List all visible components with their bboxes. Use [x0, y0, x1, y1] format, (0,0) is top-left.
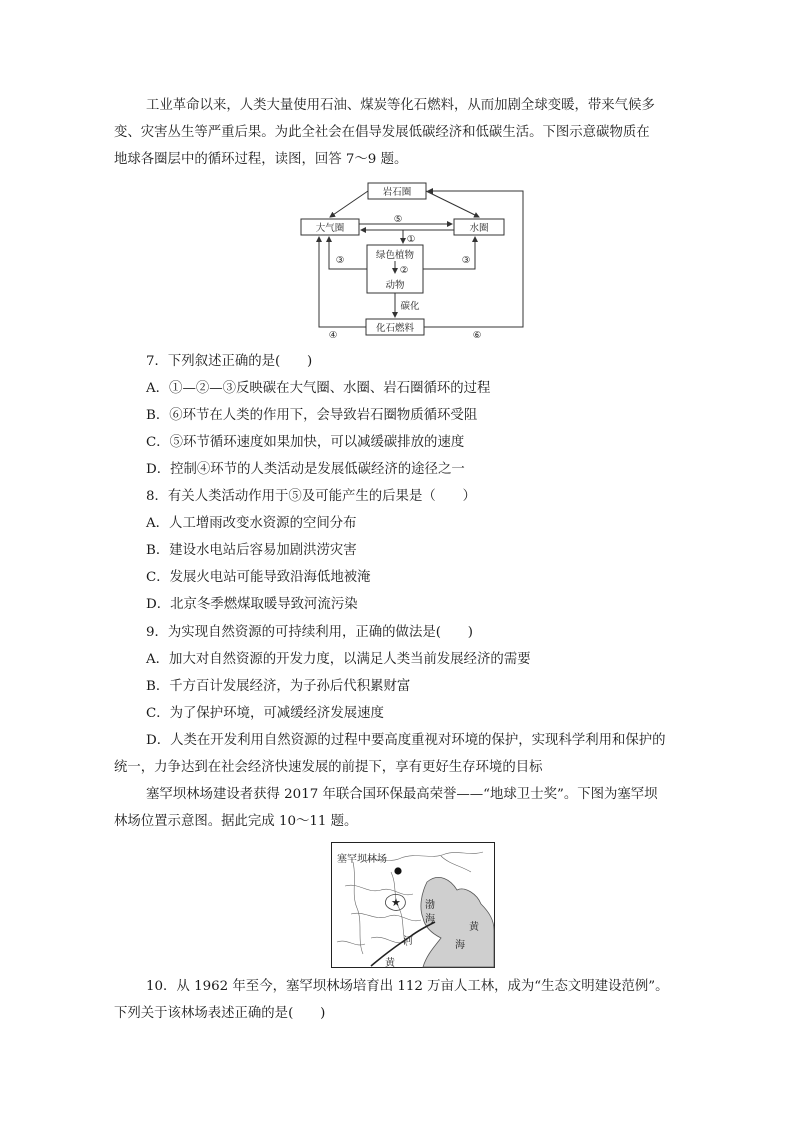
- label-atmosphere: 大气圈: [315, 223, 345, 234]
- marker-2: ②: [399, 265, 409, 276]
- label-bo: 渤: [425, 900, 435, 911]
- saihanba-marker: [394, 867, 401, 874]
- q7-option-a: A．①—②—③反映碳在大气圈、水圈、岩石圈循环的过程: [146, 381, 491, 396]
- q8-stem: 8．有关人类活动作用于⑤及可能产生的后果是（ ）: [146, 489, 476, 504]
- intro-line-2: 变、灾害丛生等严重后果。为此全社会在倡导发展低碳经济和低碳生活。下图示意碳物质在: [114, 125, 650, 140]
- q8-option-a: A．人工增雨改变水资源的空间分布: [146, 516, 357, 531]
- label-animals: 动物: [385, 280, 405, 291]
- marker-5: ⑤: [393, 214, 403, 225]
- marker-6: ⑥: [472, 330, 482, 341]
- label-hai-1: 海: [425, 914, 435, 925]
- carbon-cycle-diagram: [299, 181, 529, 341]
- label-saihanba: 塞罕坝林场: [337, 854, 387, 865]
- intro2-line-1: 塞罕坝林场建设者获得 2017 年联合国环保最高荣誉——“地球卫士奖”。下图为塞罕坝: [146, 787, 658, 802]
- saihanba-location-map: [331, 842, 495, 968]
- label-huang-2: 黄: [385, 958, 395, 968]
- label-plants: 绿色植物: [375, 250, 415, 261]
- marker-4: ④: [328, 330, 338, 341]
- label-he: 河: [403, 936, 413, 947]
- intro2-line-2: 林场位置示意图。据此完成 10～11 题。: [114, 814, 358, 829]
- label-water: 水圈: [469, 223, 489, 234]
- label-rock: 岩石圈: [382, 187, 412, 198]
- q8-option-b: B．建设水电站后容易加剧洪涝灾害: [146, 543, 357, 558]
- q9-stem: 9．为实现自然资源的可持续利用，正确的做法是( ): [146, 625, 473, 640]
- intro-line-3: 地球各圈层中的循环过程，读图，回答 7～9 题。: [114, 152, 408, 167]
- label-hai-2: 海: [455, 940, 465, 951]
- q9-option-c: C．为了保护环境，可减缓经济发展速度: [146, 706, 384, 721]
- q7-option-d: D．控制④环节的人类活动是发展低碳经济的途径之一: [146, 462, 465, 477]
- q7-option-c: C．⑤环节循环速度如果加快，可以减缓碳排放的速度: [146, 435, 465, 450]
- marker-1: ①: [406, 234, 416, 245]
- q7-option-b: B．⑥环节在人类的作用下，会导致岩石圈物质循环受阻: [146, 408, 478, 423]
- label-carbonize: 碳化: [400, 301, 420, 312]
- q10-line-2: 下列关于该林场表述正确的是( ): [114, 1006, 326, 1021]
- label-huang: 黄: [469, 922, 479, 933]
- q9-option-a: A．加大对自然资源的开发力度，以满足人类当前发展经济的需要: [146, 652, 531, 667]
- q7-stem: 7．下列叙述正确的是( ): [146, 354, 313, 369]
- q8-option-c: C．发展火电站可能导致沿海低地被淹: [146, 570, 371, 585]
- label-fossil: 化石燃料: [375, 323, 415, 334]
- marker-3-right: ③: [461, 255, 471, 266]
- q9-option-d-line1: D．人类在开发利用自然资源的过程中要高度重视对环境的保护，实现科学利用和保护的: [146, 733, 666, 748]
- q8-option-d: D．北京冬季燃煤取暖导致河流污染: [146, 597, 358, 612]
- q9-option-d-line2: 统一，力争达到在社会经济快速发展的前提下，享有更好生存环境的目标: [114, 760, 543, 775]
- q9-option-b: B．千方百计发展经济，为子孙后代积累财富: [146, 679, 411, 694]
- capital-star-icon: ★: [391, 896, 401, 909]
- marker-3-left: ③: [335, 255, 345, 266]
- intro-line-1: 工业革命以来，人类大量使用石油、煤炭等化石燃料，从而加剧全球变暖，带来气候多: [146, 98, 655, 113]
- q10-line-1: 10．从 1962 年至今，塞罕坝林场培育出 112 万亩人工林，成为“生态文明建设范例”。: [146, 979, 669, 994]
